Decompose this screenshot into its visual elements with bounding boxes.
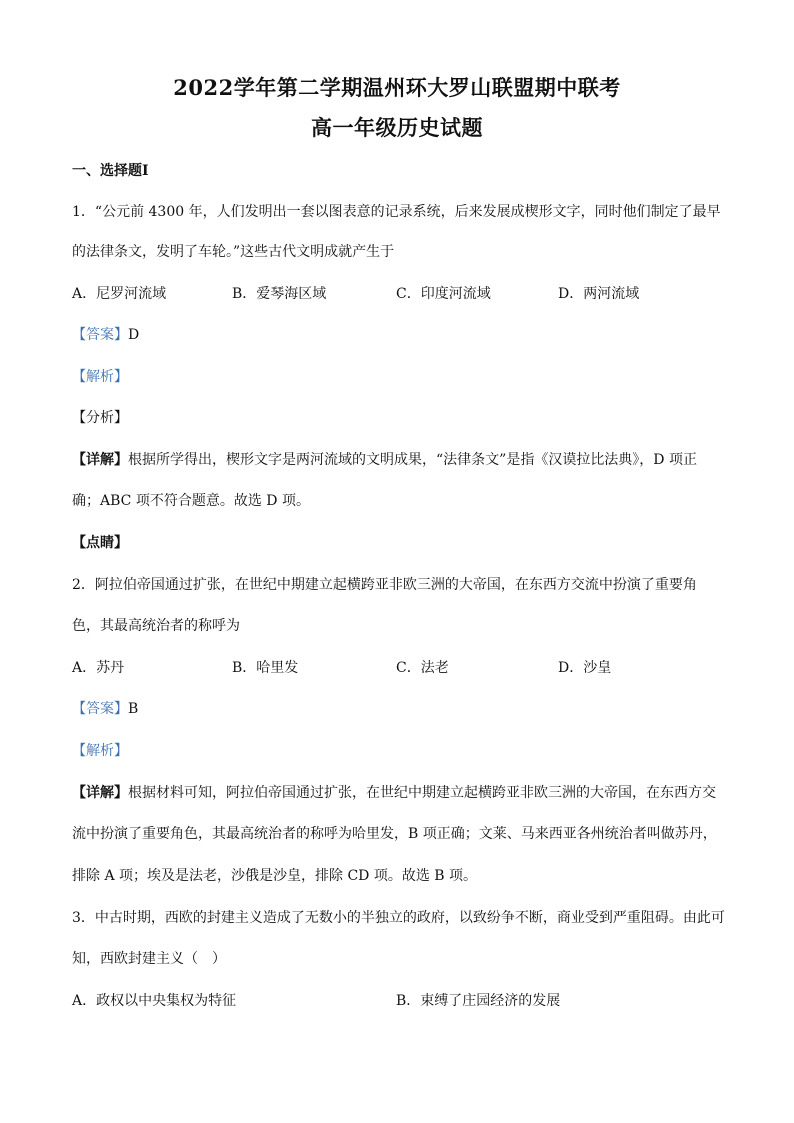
detail-tag: 【详解】 [72, 785, 128, 801]
q1-fenxi-tag: 【分析】 [72, 410, 128, 426]
q1-option-c: C．印度河流域 [396, 286, 491, 302]
q2-detail-line1 [72, 782, 716, 802]
q2-option-c: C．法老 [396, 660, 449, 676]
q2-analysis-tag: 【解析】 [72, 743, 128, 759]
q2-stem-line1: 2．阿拉伯帝国通过扩张，在世纪中期建立起横跨亚非欧三洲的大帝国，在东西方交流中扮演了重要角 [72, 577, 697, 593]
q1-stem-line2: 的法律条文，发明了车轮。”这些古代文明成就产生于 [72, 244, 395, 260]
q2-detail-line2: 流中扮演了重要角色，其最高统治者的称呼为哈里发，B 项正确；文莱、马来西亚各州统治者叫做苏丹， [72, 826, 717, 842]
q3-stem-line1: 3．中古时期，西欧的封建主义造成了无数小的半独立的政府，以致纷争不断，商业受到严重阻碍。由此可 [72, 910, 725, 926]
q2-option-b: B．哈里发 [232, 660, 299, 676]
q1-detail-line2: 确；ABC 项不符合题意。故选 D 项。 [72, 493, 310, 509]
detail-text: 根据所学得出，楔形文字是两河流域的文明成果，“法律条文”是指《汉谟拉比法典》，D 项正 [128, 452, 697, 468]
q1-stem-line1: 1．“公元前 4300 年，人们发明出一套以图表意的记录系统，后来发展成楔形文字，同时他们制定了最早 [72, 204, 721, 220]
q3-option-a: A．政权以中央集权为特征 [72, 993, 237, 1009]
q2-option-d: D．沙皇 [558, 660, 612, 676]
section-heading: 一、选择题Ⅰ [72, 163, 149, 179]
answer-value: D [128, 327, 140, 343]
q2-stem-line2: 色，其最高统治者的称呼为 [72, 618, 240, 634]
q3-stem-line2: 知，西欧封建主义（ ） [72, 951, 226, 967]
q2-answer [72, 698, 138, 718]
page-subtitle: 高一年级历史试题 [311, 115, 483, 140]
answer-tag: 【答案】 [72, 701, 128, 717]
q1-option-b: B．爱琴海区域 [232, 286, 327, 302]
page-title: 2022学年第二学期温州环大罗山联盟期中联考 [173, 75, 621, 100]
q2-option-a: A．苏丹 [72, 660, 125, 676]
q1-option-a: A．尼罗河流域 [72, 286, 167, 302]
detail-text: 根据材料可知，阿拉伯帝国通过扩张，在世纪中期建立起横跨亚非欧三洲的大帝国，在东西方交 [128, 785, 716, 801]
q1-option-d: D．两河流域 [558, 286, 640, 302]
q1-dianjing-tag: 【点睛】 [72, 535, 128, 551]
answer-value: B [128, 701, 139, 717]
q1-analysis-tag: 【解析】 [72, 369, 128, 385]
q3-option-b: B．束缚了庄园经济的发展 [396, 993, 561, 1009]
answer-tag: 【答案】 [72, 327, 128, 343]
detail-tag: 【详解】 [72, 452, 128, 468]
q1-detail-line1 [72, 449, 697, 469]
q2-detail-line3: 排除 A 项；埃及是法老，沙俄是沙皇，排除 CD 项。故选 B 项。 [72, 868, 478, 884]
q1-answer [72, 324, 139, 344]
